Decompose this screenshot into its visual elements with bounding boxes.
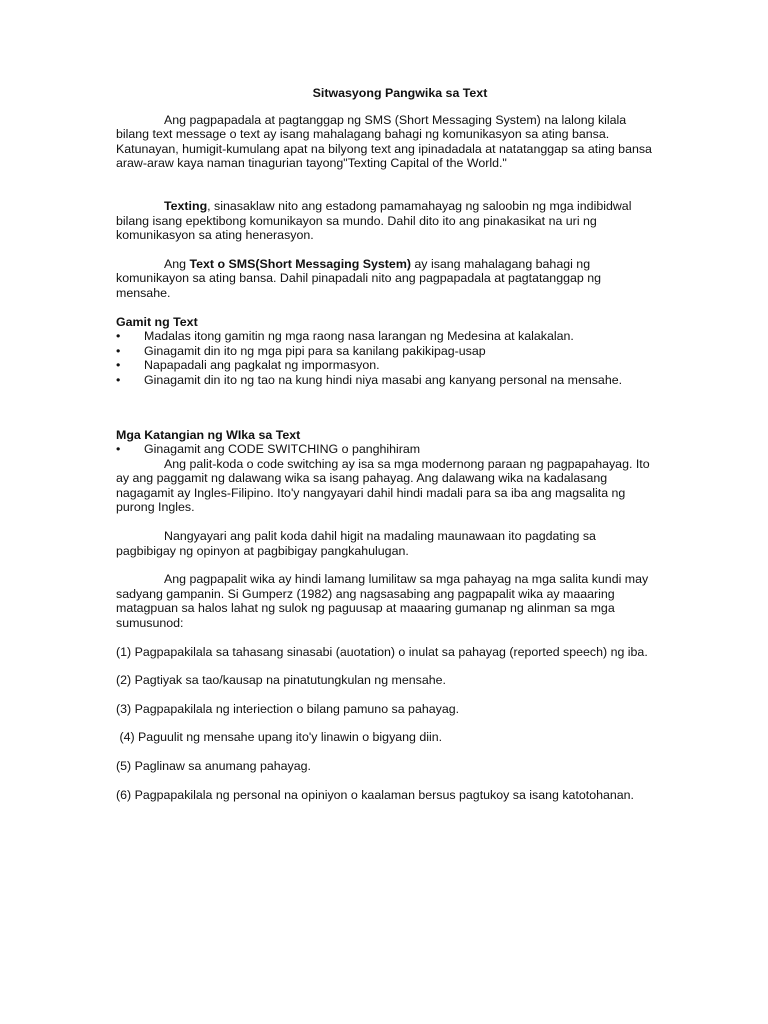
katangian-heading: Mga Katangian ng WIka sa Text: [116, 427, 301, 442]
bullet-icon: •: [116, 442, 121, 457]
texting-text: , sinasaklaw nito ang estadong pamamahayag ng saloobin ng mga indibidwal bilang isang epektibong komunikayon sa mundo. Dahil dito ito ang pinakasikat na uri ng komunikasyon sa ating henerasyon.: [116, 198, 632, 243]
palit-koda-paragraph: Nangyayari ang palit koda dahil higit na madaling maunawaan ito pagdating sa pagbibigay ng opinyon at pagbibigay pangkahulugan.: [116, 529, 596, 558]
function-item: (4) Paguulit ng mensahe upang ito'y linawin o bigyang diin.: [116, 730, 443, 745]
list-item: • Napapadali ang pagkalat ng impormasyon.: [116, 358, 380, 373]
list-item: • Ginagamit din ito ng tao na kung hindi niya masabi ang kanyang personal na mensahe.: [116, 372, 623, 387]
document-title: Sitwasyong Pangwika sa Text: [312, 86, 488, 100]
gumperz-paragraph: Ang pagpapalit wika ay hindi lamang lumilitaw sa mga pahayag na mga salita kundi may sadyang gampanin. Si Gumperz (1982) ang nagsasabing ang pagpapalit wika ay maaaring matagpuan sa halos lahat ng sulok ng paguusap at maaaring gumanap ng alinman sa mga sumusunod:: [116, 572, 649, 631]
list-item: • Ginagamit ang CODE SWITCHING o panghihiram: [116, 442, 421, 457]
function-item: (2) Pagtiyak sa tao/kausap na pinatutungkulan ng mensahe.: [116, 673, 446, 688]
texting-term: Texting: [164, 198, 208, 213]
gamit-list: [116, 329, 656, 387]
code-switching-paragraph: Ang palit-koda o code switching ay isa sa mga modernong paraan ng pagpapahayag. Ito ay ang paggamit ng dalawang wika sa isang pahayag. Ang dalawang wika na kadalasang nagagamit ay Ingles-Filipino. Ito'y nangyayari dahil hindi madali para sa iba ang magsalita ng purong Ingles.: [116, 456, 650, 515]
sms-text: ay isang mahalagang bahagi ng komunikayon sa ating bansa. Dahil pinapadali nito ang pagpapadala at pagtatanggap ng mensahe.: [116, 256, 601, 300]
sms-paragraph: [116, 257, 656, 301]
sms-pre: Ang: [164, 256, 190, 271]
function-item: (6) Pagpapakilala ng personal na opiniyon o kaalaman bersus pagtukoy sa isang katotohanan.: [116, 787, 635, 802]
function-item: (1) Pagpapakilala sa tahasang sinasabi (auotation) o inulat sa pahayag (reported speech) ng iba.: [116, 644, 648, 659]
bullet-icon: •: [116, 372, 121, 387]
bullet-icon: •: [116, 329, 121, 344]
bullet-icon: •: [116, 343, 121, 358]
function-item: (5) Paglinaw sa anumang pahayag.: [116, 759, 311, 773]
bullet-icon: •: [116, 358, 121, 373]
gamit-heading: Gamit ng Text: [116, 314, 198, 329]
katangian-list: [116, 442, 656, 457]
texting-paragraph: [116, 199, 656, 243]
document-page: [116, 86, 656, 802]
list-item: • Madalas itong gamitin ng mga raong nasa larangan ng Medesina at kalakalan.: [116, 329, 574, 344]
sms-term: Text o SMS(Short Messaging System): [189, 256, 411, 271]
intro-paragraph: Ang pagpapadala at pagtanggap ng SMS (Short Messaging System) na lalong kilala bilang text message o text ay isang mahalagang bahagi ng komunikasyon sa ating bansa. Katunayan, humigit-kumulang apat na bilyong text ang ipinadadala at natatanggap sa ating bansa araw-araw kaya naman tinagurian tayong"Texting Capital of the World.": [116, 112, 652, 171]
function-item: (3) Pagpapakilala ng interiection o bilang pamuno sa pahayag.: [116, 701, 460, 716]
list-item: • Ginagamit din ito ng mga pipi para sa kanilang pakikipag-usap: [116, 343, 486, 358]
